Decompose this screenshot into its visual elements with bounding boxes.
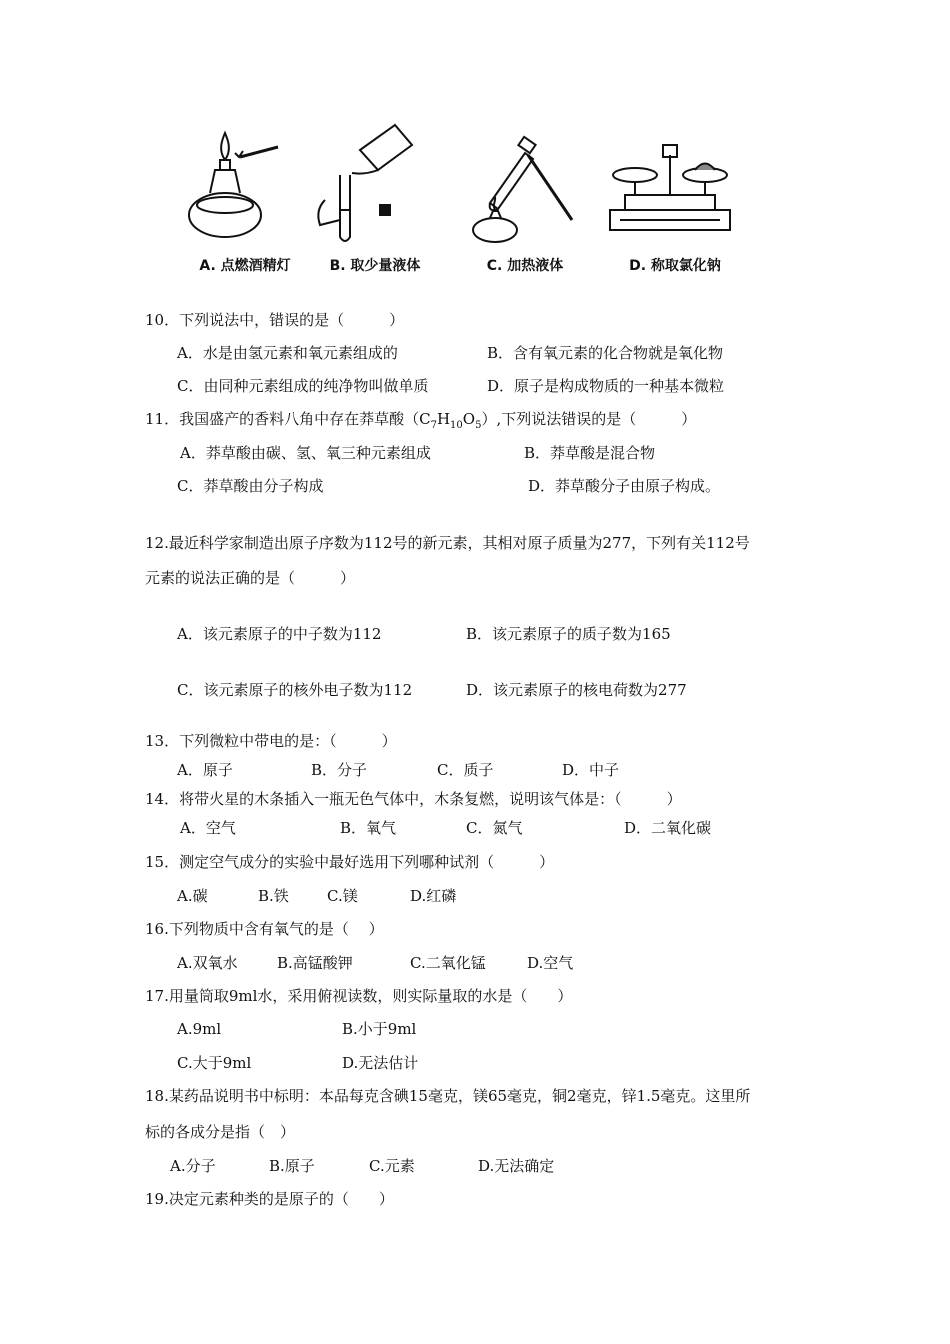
question-11-stem: 11．我国盛产的香料八角中存在莽草酸$(C_7H_{10}O_5)$,下列说法错误的是（ ）: [145, 410, 697, 431]
question-18-option-d: D.无法确定: [478, 1157, 555, 1175]
question-17-option-b: B.小于9ml: [342, 1020, 417, 1038]
question-18-option-c: C.元素: [369, 1157, 415, 1175]
question-18-stem-line2: 标的各成分是指（ ）: [145, 1123, 296, 1141]
question-10-option-b: B．含有氧元素的化合物就是氧化物: [487, 344, 724, 362]
question-12-option-c: C．该元素原子的核外电子数为112: [177, 681, 413, 699]
question-18-option-b: B.原子: [269, 1157, 315, 1175]
question-15-option-b: B.铁: [258, 887, 289, 905]
question-12-option-d: D．该元素原子的核电荷数为277: [466, 681, 687, 699]
figure-d: [600, 115, 750, 285]
question-14-option-b: B．氧气: [340, 819, 397, 837]
question-17-option-c: C.大于9ml: [177, 1054, 252, 1072]
question-17-stem: 17.用量筒取9ml水，采用俯视读数，则实际量取的水是（ ）: [145, 987, 573, 1005]
question-10-option-c: C．由同种元素组成的纯净物叫做单质: [177, 377, 429, 395]
question-12-stem-line1: 12.最近科学家制造出原子序数为112号的新元素，其相对原子质量为277，下列有关112号: [145, 534, 750, 552]
question-14-option-d: D．二氧化碳: [624, 819, 712, 837]
figure-c-caption: C. 加热液体: [486, 258, 564, 274]
question-11-option-b: B．莽草酸是混合物: [524, 444, 656, 462]
question-15-option-d: D.红磷: [410, 887, 457, 905]
question-12-option-a: A．该元素原子的中子数为112: [177, 625, 382, 643]
question-17-option-d: D.无法估计: [342, 1054, 419, 1072]
figure-b: [300, 115, 450, 285]
question-14-stem: 14．将带火星的木条插入一瓶无色气体中，木条复燃，说明该气体是：（ ）: [145, 790, 682, 808]
heating-liquid-icon: [450, 115, 600, 250]
balance-scale-icon: [600, 115, 750, 250]
question-16-option-a: A.双氧水: [177, 954, 238, 972]
question-10-option-a: A．水是由氢元素和氧元素组成的: [177, 344, 398, 362]
question-18-option-a: A.分子: [170, 1157, 216, 1175]
alcohol-lamp-icon: [170, 115, 320, 250]
question-13-option-b: B．分子: [311, 761, 368, 779]
question-13-stem: 13．下列微粒中带电的是：（ ）: [145, 732, 397, 750]
question-15-option-c: C.镁: [327, 887, 358, 905]
question-12-stem-line2: 元素的说法正确的是（ ）: [145, 569, 356, 587]
figure-b-caption: B. 取少量液体: [329, 258, 421, 274]
question-16-option-d: D.空气: [527, 954, 574, 972]
figure-c: [450, 115, 600, 285]
question-19-stem: 19.决定元素种类的是原子的（ ）: [145, 1190, 394, 1208]
question-15-stem: 15．测定空气成分的实验中最好选用下列哪种试剂（ ）: [145, 853, 555, 871]
question-10-option-d: D．原子是构成物质的一种基本微粒: [487, 377, 725, 395]
question-10-stem: 10．下列说法中，错误的是（ ）: [145, 311, 405, 329]
question-13-option-c: C．质子: [437, 761, 494, 779]
question-11-option-d: D．莽草酸分子由原子构成。: [528, 477, 721, 495]
question-14-option-c: C．氮气: [466, 819, 523, 837]
pouring-liquid-icon: [300, 115, 450, 250]
question-14-option-a: A．空气: [180, 819, 236, 837]
question-17-option-a: A.9ml: [177, 1020, 222, 1038]
figure-d-caption: D. 称取氯化钠: [629, 258, 721, 274]
apparatus-figures: [150, 115, 790, 285]
question-11-option-c: C．莽草酸由分子构成: [177, 477, 324, 495]
question-16-option-b: B.高锰酸钾: [277, 954, 353, 972]
question-15-option-a: A.碳: [177, 887, 208, 905]
question-16-option-c: C.二氧化锰: [410, 954, 486, 972]
question-13-option-d: D．中子: [562, 761, 620, 779]
question-13-option-a: A．原子: [177, 761, 233, 779]
figure-a: [170, 115, 320, 285]
figure-a-caption: A. 点燃酒精灯: [199, 258, 291, 274]
question-16-stem: 16.下列物质中含有氧气的是（ ）: [145, 920, 384, 938]
question-11-option-a: A．莽草酸由碳、氢、氧三种元素组成: [180, 444, 431, 462]
question-18-stem-line1: 18.某药品说明书中标明：本品每克含碘15毫克，镁65毫克，铜2毫克，锌1.5毫克。这里所: [145, 1087, 751, 1105]
question-12-option-b: B．该元素原子的质子数为165: [466, 625, 671, 643]
